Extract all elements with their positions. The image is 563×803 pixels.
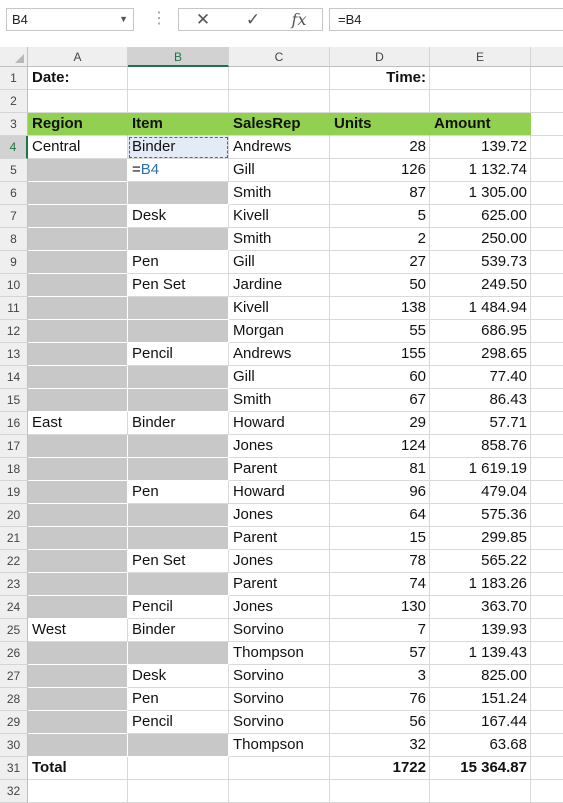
cell-e18[interactable]: 1 619.19	[430, 458, 531, 481]
cell-d18[interactable]: 81	[330, 458, 430, 481]
row-header[interactable]: 20	[0, 504, 28, 527]
cell-f12[interactable]	[531, 320, 563, 343]
cell-e14[interactable]: 77.40	[430, 366, 531, 389]
cell-e23[interactable]: 1 183.26	[430, 573, 531, 596]
table-row	[0, 504, 563, 527]
table-row	[0, 274, 563, 297]
cell-d30[interactable]: 32	[330, 734, 430, 757]
table-row	[0, 182, 563, 205]
cell-b25[interactable]: Binder	[128, 619, 229, 642]
row-header[interactable]: 6	[0, 182, 28, 205]
chevron-down-icon[interactable]: ▼	[119, 14, 128, 24]
cell-c4[interactable]: Andrews	[229, 136, 330, 159]
cell-e3[interactable]: Amount	[430, 113, 531, 136]
row-header[interactable]: 3	[0, 113, 28, 136]
cell-a2[interactable]	[28, 90, 128, 113]
cell-d29[interactable]: 56	[330, 711, 430, 734]
cell-b27[interactable]: Desk	[128, 665, 229, 688]
cell-c11[interactable]: Kivell	[229, 297, 330, 320]
cell-f21[interactable]	[531, 527, 563, 550]
cell-f15[interactable]	[531, 389, 563, 412]
table-row	[0, 619, 563, 642]
cell-c13[interactable]: Andrews	[229, 343, 330, 366]
cell-b7[interactable]: Desk	[128, 205, 229, 228]
cell-c18[interactable]: Parent	[229, 458, 330, 481]
row-header[interactable]: 19	[0, 481, 28, 504]
cell-f28[interactable]	[531, 688, 563, 711]
cell-b18[interactable]	[128, 458, 229, 481]
table-row	[0, 757, 563, 780]
cell-b24[interactable]: Pencil	[128, 596, 229, 619]
cell-b26[interactable]	[128, 642, 229, 665]
cell-e21[interactable]: 299.85	[430, 527, 531, 550]
cell-a27[interactable]	[28, 665, 128, 688]
cell-e9[interactable]: 539.73	[430, 251, 531, 274]
name-box[interactable]	[6, 8, 134, 31]
cell-f31[interactable]	[531, 757, 563, 780]
cell-d15[interactable]: 67	[330, 389, 430, 412]
cell-c2[interactable]	[229, 90, 330, 113]
cell-c3[interactable]: SalesRep	[229, 113, 330, 136]
cell-d3[interactable]: Units	[330, 113, 430, 136]
enter-icon[interactable]: ✓	[245, 10, 261, 29]
cell-b14[interactable]	[128, 366, 229, 389]
cell-f19[interactable]	[531, 481, 563, 504]
cell-c19[interactable]: Howard	[229, 481, 330, 504]
table-row	[0, 205, 563, 228]
cell-d22[interactable]: 78	[330, 550, 430, 573]
cell-c8[interactable]: Smith	[229, 228, 330, 251]
formula-equals-sign: =	[132, 161, 141, 178]
cell-f14[interactable]	[531, 366, 563, 389]
cell-f8[interactable]	[531, 228, 563, 251]
cell-a28[interactable]	[28, 688, 128, 711]
cell-f4[interactable]	[531, 136, 563, 159]
cell-a17[interactable]	[28, 435, 128, 458]
cell-f16[interactable]	[531, 412, 563, 435]
cell-a31[interactable]: Total	[28, 757, 128, 780]
row-header[interactable]: 7	[0, 205, 28, 228]
table-row	[0, 159, 563, 182]
cell-e16[interactable]: 57.71	[430, 412, 531, 435]
cell-c26[interactable]: Thompson	[229, 642, 330, 665]
cell-f2[interactable]	[531, 90, 563, 113]
cell-a20[interactable]	[28, 504, 128, 527]
cell-b2[interactable]	[128, 90, 229, 113]
cell-a10[interactable]	[28, 274, 128, 297]
cell-f30[interactable]	[531, 734, 563, 757]
cell-c7[interactable]: Kivell	[229, 205, 330, 228]
cell-f27[interactable]	[531, 665, 563, 688]
table-row	[0, 320, 563, 343]
cell-c28[interactable]: Sorvino	[229, 688, 330, 711]
cell-b29[interactable]: Pencil	[128, 711, 229, 734]
cell-e27[interactable]: 825.00	[430, 665, 531, 688]
cell-e6[interactable]: 1 305.00	[430, 182, 531, 205]
cell-b8[interactable]	[128, 228, 229, 251]
cell-b30[interactable]	[128, 734, 229, 757]
formula-reference: B4	[140, 161, 160, 178]
column-header-b[interactable]: B	[128, 47, 229, 67]
cell-a14[interactable]	[28, 366, 128, 389]
row-header[interactable]: 1	[0, 67, 28, 90]
table-row	[0, 90, 563, 113]
cell-a25[interactable]: West	[28, 619, 128, 642]
cell-b11[interactable]	[128, 297, 229, 320]
cell-e11[interactable]: 1 484.94	[430, 297, 531, 320]
cell-b4[interactable]: Binder	[128, 136, 229, 159]
row-header[interactable]: 8	[0, 228, 28, 251]
cell-c15[interactable]: Smith	[229, 389, 330, 412]
cell-b9[interactable]: Pen	[128, 251, 229, 274]
cell-a30[interactable]	[28, 734, 128, 757]
cell-c24[interactable]: Jones	[229, 596, 330, 619]
cell-b17[interactable]	[128, 435, 229, 458]
row-header[interactable]: 11	[0, 297, 28, 320]
cell-e17[interactable]: 858.76	[430, 435, 531, 458]
cell-e30[interactable]: 63.68	[430, 734, 531, 757]
cell-c9[interactable]: Gill	[229, 251, 330, 274]
cell-a24[interactable]	[28, 596, 128, 619]
cell-b6[interactable]	[128, 182, 229, 205]
cell-b22[interactable]: Pen Set	[128, 550, 229, 573]
cell-b28[interactable]: Pen	[128, 688, 229, 711]
cell-c17[interactable]: Jones	[229, 435, 330, 458]
row-header[interactable]: 29	[0, 711, 28, 734]
cell-d14[interactable]: 60	[330, 366, 430, 389]
cell-d25[interactable]: 7	[330, 619, 430, 642]
row-header[interactable]: 5	[0, 159, 28, 182]
cell-e4[interactable]: 139.72	[430, 136, 531, 159]
cell-b1[interactable]	[128, 67, 229, 90]
table-row	[0, 596, 563, 619]
cell-f6[interactable]	[531, 182, 563, 205]
cell-f1[interactable]	[531, 67, 563, 90]
formula-bar-resize-handle[interactable]: ⋮	[151, 10, 167, 27]
table-row	[0, 67, 563, 90]
cell-f22[interactable]	[531, 550, 563, 573]
cell-f5[interactable]	[531, 159, 563, 182]
row-header[interactable]: 30	[0, 734, 28, 757]
cell-a29[interactable]	[28, 711, 128, 734]
cell-d8[interactable]: 2	[330, 228, 430, 251]
row-header[interactable]: 32	[0, 780, 28, 803]
row-header[interactable]: 16	[0, 412, 28, 435]
table-row	[0, 711, 563, 734]
cell-d1[interactable]: Time:	[330, 67, 430, 90]
cell-a5[interactable]	[28, 159, 128, 182]
cell-b3[interactable]: Item	[128, 113, 229, 136]
cell-e31[interactable]: 15 364.87	[430, 757, 531, 780]
cell-e13[interactable]: 298.65	[430, 343, 531, 366]
table-row	[0, 573, 563, 596]
cell-a19[interactable]	[28, 481, 128, 504]
cell-b31[interactable]	[128, 757, 229, 780]
row-header[interactable]: 22	[0, 550, 28, 573]
cell-f11[interactable]	[531, 297, 563, 320]
table-row	[0, 435, 563, 458]
table-row	[0, 412, 563, 435]
cell-c30[interactable]: Thompson	[229, 734, 330, 757]
cell-d20[interactable]: 64	[330, 504, 430, 527]
table-row	[0, 297, 563, 320]
cell-f9[interactable]	[531, 251, 563, 274]
cell-a23[interactable]	[28, 573, 128, 596]
cell-c25[interactable]: Sorvino	[229, 619, 330, 642]
cell-b21[interactable]	[128, 527, 229, 550]
table-row	[0, 550, 563, 573]
cell-e19[interactable]: 479.04	[430, 481, 531, 504]
cell-c31[interactable]	[229, 757, 330, 780]
table-row	[0, 251, 563, 274]
cell-d2[interactable]	[330, 90, 430, 113]
cell-c6[interactable]: Smith	[229, 182, 330, 205]
column-header-row	[0, 47, 563, 67]
cell-f18[interactable]	[531, 458, 563, 481]
row-header[interactable]: 15	[0, 389, 28, 412]
cell-c23[interactable]: Parent	[229, 573, 330, 596]
cell-f29[interactable]	[531, 711, 563, 734]
cell-f3[interactable]	[531, 113, 563, 136]
formula-bar-buttons	[178, 8, 323, 31]
row-header[interactable]: 27	[0, 665, 28, 688]
table-row	[0, 642, 563, 665]
cell-c16[interactable]: Howard	[229, 412, 330, 435]
cell-c20[interactable]: Jones	[229, 504, 330, 527]
row-header[interactable]: 12	[0, 320, 28, 343]
table-row	[0, 527, 563, 550]
cell-a13[interactable]	[28, 343, 128, 366]
cell-c27[interactable]: Sorvino	[229, 665, 330, 688]
row-header[interactable]: 26	[0, 642, 28, 665]
cell-e12[interactable]: 686.95	[430, 320, 531, 343]
cell-a1[interactable]: Date:	[28, 67, 128, 90]
formula-input[interactable]: =B4	[329, 8, 563, 31]
cell-b20[interactable]	[128, 504, 229, 527]
cell-f23[interactable]	[531, 573, 563, 596]
cell-e1[interactable]	[430, 67, 531, 90]
cell-f17[interactable]	[531, 435, 563, 458]
cell-a26[interactable]	[28, 642, 128, 665]
cell-e26[interactable]: 1 139.43	[430, 642, 531, 665]
cell-e25[interactable]: 139.93	[430, 619, 531, 642]
cell-e7[interactable]: 625.00	[430, 205, 531, 228]
cell-a12[interactable]	[28, 320, 128, 343]
cell-c12[interactable]: Morgan	[229, 320, 330, 343]
cell-e22[interactable]: 565.22	[430, 550, 531, 573]
cell-d23[interactable]: 74	[330, 573, 430, 596]
row-header[interactable]: 10	[0, 274, 28, 297]
cell-e8[interactable]: 250.00	[430, 228, 531, 251]
cell-f10[interactable]	[531, 274, 563, 297]
cell-b23[interactable]	[128, 573, 229, 596]
row-header[interactable]: 13	[0, 343, 28, 366]
table-row	[0, 343, 563, 366]
cell-a11[interactable]	[28, 297, 128, 320]
select-all-button[interactable]	[0, 47, 28, 67]
column-header-d[interactable]: D	[330, 47, 430, 67]
cell-e24[interactable]: 363.70	[430, 596, 531, 619]
cell-a16[interactable]: East	[28, 412, 128, 435]
cell-a21[interactable]	[28, 527, 128, 550]
cell-d24[interactable]: 130	[330, 596, 430, 619]
cell-c21[interactable]: Parent	[229, 527, 330, 550]
cell-f7[interactable]	[531, 205, 563, 228]
cell-d19[interactable]: 96	[330, 481, 430, 504]
cell-a3[interactable]: Region	[28, 113, 128, 136]
table-row	[0, 665, 563, 688]
cell-d10[interactable]: 50	[330, 274, 430, 297]
row-header[interactable]: 25	[0, 619, 28, 642]
cell-a6[interactable]	[28, 182, 128, 205]
cell-f24[interactable]	[531, 596, 563, 619]
cell-d31[interactable]: 1722	[330, 757, 430, 780]
cell-b15[interactable]	[128, 389, 229, 412]
cell-a8[interactable]	[28, 228, 128, 251]
cell-f25[interactable]	[531, 619, 563, 642]
cell-d9[interactable]: 27	[330, 251, 430, 274]
cell-c29[interactable]: Sorvino	[229, 711, 330, 734]
cell-f26[interactable]	[531, 642, 563, 665]
column-header-f[interactable]	[531, 47, 563, 67]
cell-b12[interactable]	[128, 320, 229, 343]
cell-e15[interactable]: 86.43	[430, 389, 531, 412]
cell-e2[interactable]	[430, 90, 531, 113]
cell-c14[interactable]: Gill	[229, 366, 330, 389]
cell-d21[interactable]: 15	[330, 527, 430, 550]
formula-bar	[0, 0, 563, 47]
table-row	[0, 113, 563, 136]
cell-b16[interactable]: Binder	[128, 412, 229, 435]
cell-d7[interactable]: 5	[330, 205, 430, 228]
cell-d16[interactable]: 29	[330, 412, 430, 435]
table-row	[0, 389, 563, 412]
cell-a9[interactable]	[28, 251, 128, 274]
column-header-e[interactable]: E	[430, 47, 531, 67]
cell-a15[interactable]	[28, 389, 128, 412]
cell-d13[interactable]: 155	[330, 343, 430, 366]
cell-e29[interactable]: 167.44	[430, 711, 531, 734]
row-header[interactable]: 17	[0, 435, 28, 458]
cell-e20[interactable]: 575.36	[430, 504, 531, 527]
cell-d27[interactable]: 3	[330, 665, 430, 688]
name-box-value: B4	[12, 12, 28, 27]
cell-a7[interactable]	[28, 205, 128, 228]
column-header-c[interactable]: C	[229, 47, 330, 67]
cell-f20[interactable]	[531, 504, 563, 527]
cancel-icon[interactable]: ✕	[195, 10, 211, 29]
table-row	[0, 734, 563, 757]
row-header[interactable]: 21	[0, 527, 28, 550]
cell-d26[interactable]: 57	[330, 642, 430, 665]
cell-d17[interactable]: 124	[330, 435, 430, 458]
row-header[interactable]: 14	[0, 366, 28, 389]
table-row	[0, 228, 563, 251]
cell-a4[interactable]: Central	[28, 136, 128, 159]
cell-b10[interactable]: Pen Set	[128, 274, 229, 297]
table-row	[0, 458, 563, 481]
row-header[interactable]: 18	[0, 458, 28, 481]
cell-c5[interactable]: Gill	[229, 159, 330, 182]
cell-d6[interactable]: 87	[330, 182, 430, 205]
cell-c10[interactable]: Jardine	[229, 274, 330, 297]
row-header[interactable]: 28	[0, 688, 28, 711]
table-row	[0, 688, 563, 711]
cell-e10[interactable]: 249.50	[430, 274, 531, 297]
cell-e5[interactable]: 1 132.74	[430, 159, 531, 182]
cell-c22[interactable]: Jones	[229, 550, 330, 573]
cell-d4[interactable]: 28	[330, 136, 430, 159]
row-header[interactable]: 23	[0, 573, 28, 596]
cell-b5[interactable]	[128, 159, 229, 182]
cell-e28[interactable]: 151.24	[430, 688, 531, 711]
cell-c1[interactable]	[229, 67, 330, 90]
row-header[interactable]: 9	[0, 251, 28, 274]
table-row	[0, 136, 563, 159]
row-header[interactable]: 24	[0, 596, 28, 619]
cell-b13[interactable]: Pencil	[128, 343, 229, 366]
row-header[interactable]: 31	[0, 757, 28, 780]
cell-d5[interactable]: 126	[330, 159, 430, 182]
cell-b19[interactable]: Pen	[128, 481, 229, 504]
cell-d28[interactable]: 76	[330, 688, 430, 711]
insert-function-icon[interactable]: fx	[291, 10, 307, 29]
table-row	[0, 481, 563, 504]
row-header[interactable]: 4	[0, 136, 28, 159]
column-header-a[interactable]: A	[28, 47, 128, 67]
cell-d12[interactable]: 55	[330, 320, 430, 343]
cell-a18[interactable]	[28, 458, 128, 481]
cell-a22[interactable]	[28, 550, 128, 573]
cell-d11[interactable]: 138	[330, 297, 430, 320]
cell-f13[interactable]	[531, 343, 563, 366]
row-header[interactable]: 2	[0, 90, 28, 113]
table-row	[0, 366, 563, 389]
